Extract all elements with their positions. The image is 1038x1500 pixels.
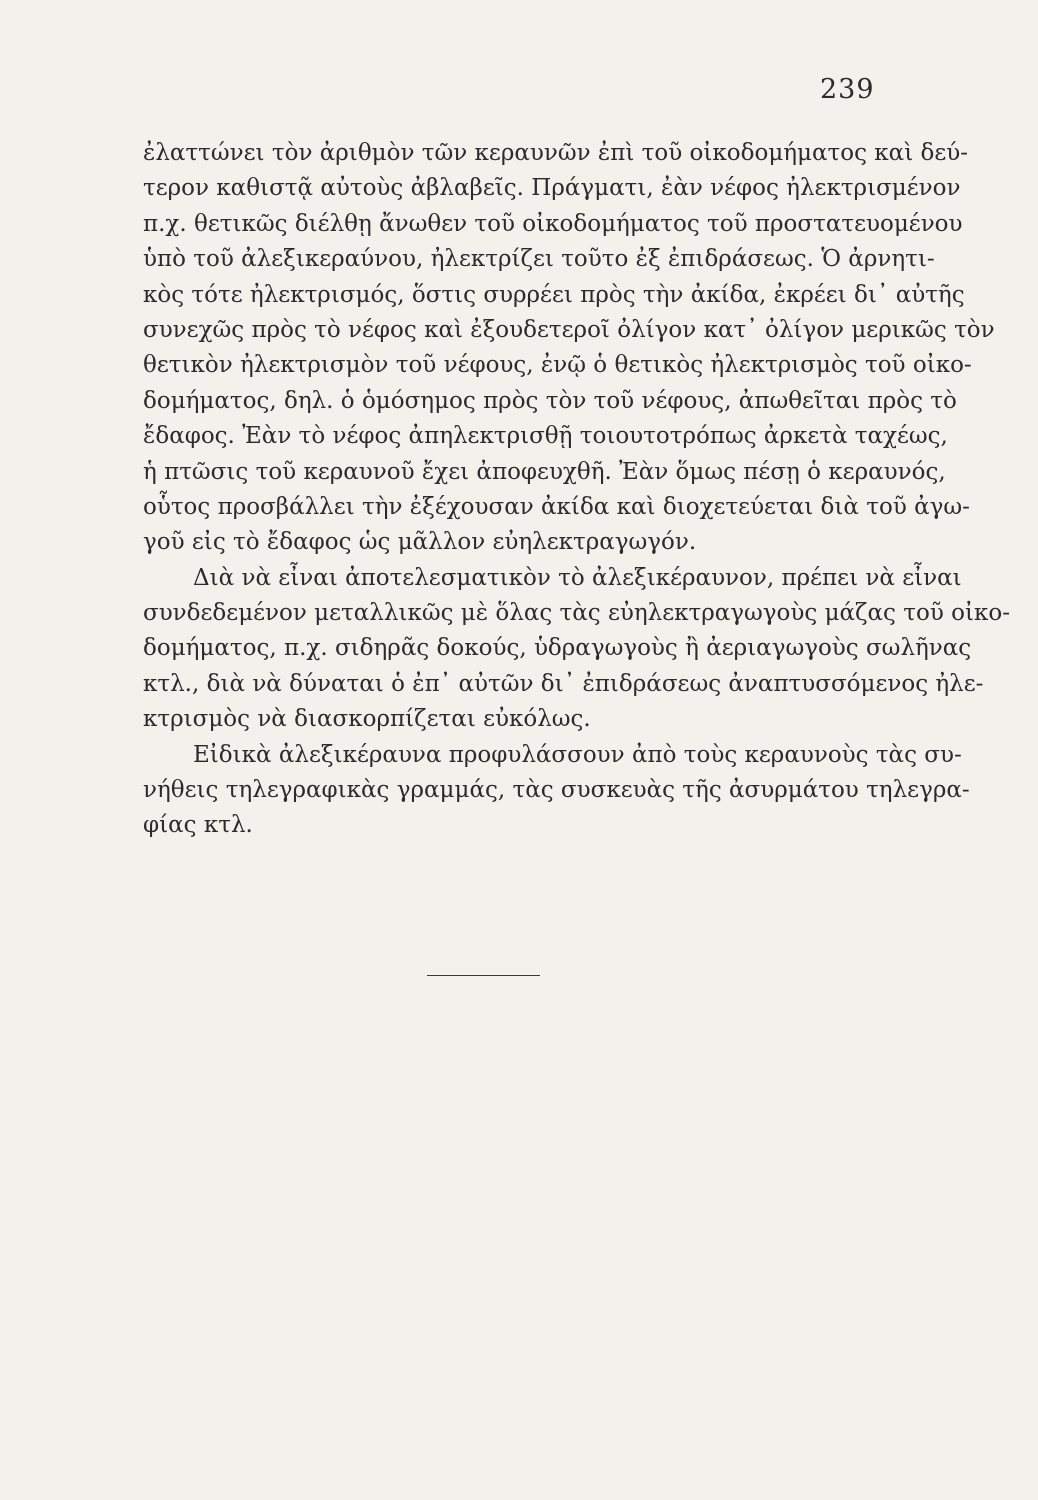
text-line: θετικὸν ἠλεκτρισμὸν τοῦ νέφους, ἐνῷ ὁ θετικὸς ἠλεκτρισμὸς τοῦ οἰκο- bbox=[143, 352, 972, 379]
text-line: Εἰδικὰ ἀλεξικέραυνα προφυλάσσουν ἀπὸ τοὺς κεραυνοὺς τὰς συ- bbox=[193, 741, 962, 768]
text-line: ἐλαττώνει τὸν ἀριθμὸν τῶν κεραυνῶν ἐπὶ τοῦ οἰκοδομήματος καὶ δεύ- bbox=[143, 140, 969, 166]
text-line: συνδεδεμένον μεταλλικῶς μὲ ὅλας τὰς εὐηλεκτραγωγοὺς μάζας τοῦ οἰκο- bbox=[143, 600, 1010, 627]
text-line: π.χ. θετικῶς διέλθῃ ἄνωθεν τοῦ οἰκοδομήματος τοῦ προστατευομένου bbox=[143, 210, 963, 237]
text-line: δομήματος, π.χ. σιδηρᾶς δοκούς, ὑδραγωγοὺς ἢ ἀεριαγωγοὺς σωλῆνας bbox=[143, 635, 972, 662]
text-line: Διὰ νὰ εἶναι ἀποτελεσματικὸν τὸ ἀλεξικέραυνον, πρέπει νὰ εἶναι bbox=[193, 564, 962, 591]
text-line: οὗτος προσβάλλει τὴν ἐξέχουσαν ἀκίδα καὶ διοχετεύεται διὰ τοῦ ἀγω- bbox=[143, 493, 970, 520]
text-line: κτλ., διὰ νὰ δύναται ὁ ἐπ᾿ αὐτῶν δι᾿ ἐπιδράσεως ἀναπτυσσόμενος ἠλε- bbox=[143, 670, 984, 697]
text-line: γοῦ εἰς τὸ ἔδαφος ὡς μᾶλλον εὐηλεκτραγωγόν. bbox=[143, 529, 697, 556]
text-line: ἡ πτῶσις τοῦ κεραυνοῦ ἔχει ἀποφευχθῆ. Ἐὰν ὅμως πέσῃ ὁ κεραυνός, bbox=[143, 458, 946, 485]
text-line: δομήματος, δηλ. ὁ ὁμόσημος πρὸς τὸν τοῦ νέφους, ἀπωθεῖται πρὸς τὸ bbox=[143, 387, 957, 414]
text-line: κτρισμὸς νὰ διασκορπίζεται εὐκόλως. bbox=[143, 706, 591, 733]
text-line: κὸς τότε ἠλεκτρισμός, ὅστις συρρέει πρὸς τὴν ἀκίδα, ἐκρέει δι᾿ αὐτῆς bbox=[143, 281, 965, 308]
text-line: φίας κτλ. bbox=[143, 812, 253, 839]
text-line: τερον καθιστᾷ αὐτοὺς ἀβλαβεῖς. Πράγματι, ἐὰν νέφος ἠλεκτρισμένον bbox=[143, 175, 961, 202]
page-number: 239 bbox=[820, 74, 875, 105]
body-text bbox=[143, 136, 1010, 844]
text-line: συνεχῶς πρὸς τὸ νέφος καὶ ἐξουδετεροῖ ὀλίγον κατ᾿ ὀλίγον μερικῶς τὸν bbox=[143, 316, 995, 343]
text-line: νήθεις τηλεγραφικὰς γραμμάς, τὰς συσκευὰς τῆς ἀσυρμάτου τηλεγρα- bbox=[143, 777, 970, 804]
text-line: ἔδαφος. Ἐὰν τὸ νέφος ἀπηλεκτρισθῇ τοιουτοτρόπως ἀρκετὰ ταχέως, bbox=[143, 423, 948, 450]
end-rule bbox=[427, 975, 540, 976]
text-line: ὑπὸ τοῦ ἀλεξικεραύνου, ἠλεκτρίζει τοῦτο ἐξ ἐπιδράσεως. Ὁ ἀρνητι- bbox=[143, 246, 935, 273]
